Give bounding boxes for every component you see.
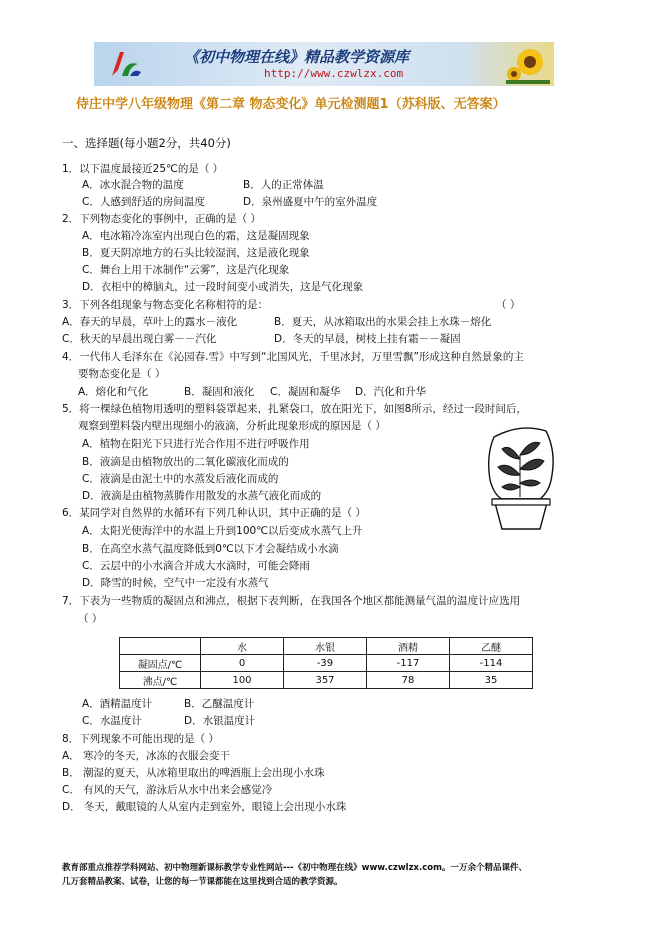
table-cell: -117 xyxy=(367,655,450,672)
table-header-cell: 水银 xyxy=(284,638,367,655)
question-7-option-d: D．水银温度计 xyxy=(184,715,256,727)
question-3-option-a: A．春天的早晨，草叶上的露水－液化 xyxy=(62,316,238,328)
question-7-option-a: A．酒精温度计 xyxy=(82,698,153,710)
table-header-cell xyxy=(120,638,201,655)
question-1-stem: 1．以下温度最接近25℃的是（ ） xyxy=(62,163,224,175)
banner-title: 《初中物理在线》精品教学资源库 xyxy=(184,48,410,66)
question-1-option-b: B．人的正常体温 xyxy=(243,179,324,191)
page-title: 侍庄中学八年级物理《第二章 物态变化》单元检测题1（苏科版、无答案） xyxy=(76,97,506,112)
question-4-option-d: D．汽化和升华 xyxy=(355,386,427,398)
table-cell: -114 xyxy=(450,655,533,672)
question-5-stem: 5．将一棵绿色植物用透明的塑料袋罩起来，扎紧袋口，放在阳光下，如图8所示，经过一段时间后， xyxy=(62,403,527,415)
question-3-option-b: B．夏天，从冰箱取出的水果会挂上水珠－熔化 xyxy=(274,316,492,328)
question-2-option-b: B．夏天阴凉地方的石头比较湿润，这是液化现象 xyxy=(82,247,310,259)
question-8-stem: 8．下列现象不可能出现的是（ ） xyxy=(62,733,220,745)
question-2-option-c: C．舞台上用干冰制作“云雾”，这是汽化现象 xyxy=(82,264,290,276)
table-row xyxy=(120,672,533,689)
question-4-stem-cont: 要物态变化是（ ） xyxy=(78,368,166,380)
question-4-option-b: B．凝固和液化 xyxy=(184,386,255,398)
table-header-cell: 酒精 xyxy=(367,638,450,655)
sunflower-icon xyxy=(506,44,550,84)
question-5-option-b: B．液滴是由植物放出的二氧化碳液化而成的 xyxy=(82,456,289,468)
question-3-stem: 3．下列各组现象与物态变化名称相符的是： xyxy=(62,299,269,311)
question-5-stem-cont: 观察到塑料袋内壁出现细小的液滴，分析此现象形成的原因是（ ） xyxy=(78,420,386,432)
question-8-option-b: B． 潮湿的夏天，从冰箱里取出的啤酒瓶上会出现小水珠 xyxy=(62,767,325,779)
question-6-option-d: D．降雪的时候，空气中一定没有水蒸气 xyxy=(82,577,269,589)
boiling-freezing-table xyxy=(119,637,533,689)
question-6-stem: 6．某同学对自然界的水循环有下列几种认识，其中正确的是（ ） xyxy=(62,507,367,519)
question-5-option-a: A．植物在阳光下只进行光合作用不进行呼吸作用 xyxy=(82,438,310,450)
question-7-option-c: C．水温度计 xyxy=(82,715,142,727)
question-3-option-c: C．秋天的早晨出现白雾－－汽化 xyxy=(62,333,217,345)
logo-icon xyxy=(108,46,144,82)
question-8-option-c: C． 有风的天气，游泳后从水中出来会感觉冷 xyxy=(62,784,273,796)
plant-in-bag-figure xyxy=(480,425,562,533)
question-7-stem: 7．下表为一些物质的凝固点和沸点，根据下表判断，在我国各个地区都能测量气温的温度计应选用 xyxy=(62,595,521,607)
question-6-option-a: A．太阳光使海洋中的水温上升到100℃以后变成水蒸气上升 xyxy=(82,525,363,537)
question-4-option-c: C．凝固和凝华 xyxy=(270,386,341,398)
table-cell: 沸点/℃ xyxy=(120,672,201,689)
question-8-option-a: A． 寒冷的冬天，冰冻的衣服会变干 xyxy=(62,750,231,762)
table-cell: 35 xyxy=(450,672,533,689)
question-8-option-d: D． 冬天，戴眼镜的人从室内走到室外，眼镜上会出现小水珠 xyxy=(62,801,347,813)
question-2-option-d: D．衣柜中的樟脑丸，过一段时间变小或消失，这是气化现象 xyxy=(82,281,364,293)
question-5-option-d: D．液滴是由植物蒸腾作用散发的水蒸气液化而成的 xyxy=(82,490,322,502)
header-banner xyxy=(94,42,554,86)
question-4-option-a: A．熔化和气化 xyxy=(78,386,149,398)
question-7-option-b: B．乙醚温度计 xyxy=(184,698,255,710)
question-6-option-b: B．在高空水蒸气温度降低到0℃以下才会凝结成小水滴 xyxy=(82,543,339,555)
table-cell: -39 xyxy=(284,655,367,672)
question-3-answer-blank: （ ） xyxy=(496,299,521,311)
question-6-option-c: C．云层中的小水滴合并成大水滴时，可能会降雨 xyxy=(82,560,310,572)
question-1-option-d: D．泉州盛夏中午的室外温度 xyxy=(243,196,378,208)
question-1-option-c: C．人感到舒适的房间温度 xyxy=(82,196,205,208)
table-row xyxy=(120,655,533,672)
question-2-option-a: A．电冰箱冷冻室内出现白色的霜，这是凝固现象 xyxy=(82,230,310,242)
footer-line-1: 教育部重点推荐学科网站、初中物理新课标教学专业性网站---《初中物理在线》www.czwlzx.com。一万余个精品课件、 xyxy=(62,863,527,873)
table-cell: 357 xyxy=(284,672,367,689)
table-cell: 78 xyxy=(367,672,450,689)
banner-url[interactable]: http://www.czwlzx.com xyxy=(264,67,404,80)
question-7-answer-blank: （ ） xyxy=(78,613,103,625)
table-cell: 凝固点/℃ xyxy=(120,655,201,672)
table-header-cell: 水 xyxy=(201,638,284,655)
question-5-option-c: C．液滴是由泥土中的水蒸发后液化而成的 xyxy=(82,473,279,485)
table-header-cell: 乙醚 xyxy=(450,638,533,655)
question-3-option-d: D．冬天的早晨，树枝上挂有霜－－凝固 xyxy=(274,333,461,345)
question-4-stem: 4．一代伟人毛泽东在《沁园春.雪》中写到“北国风光，千里冰封，万里雪飘”形成这种自然景象的主 xyxy=(62,351,524,363)
section-heading: 一、选择题(每小题2分，共40分) xyxy=(62,136,231,150)
table-header-row xyxy=(120,638,533,655)
table-cell: 0 xyxy=(201,655,284,672)
question-2-stem: 2．下列物态变化的事例中，正确的是（ ） xyxy=(62,213,262,225)
question-1-option-a: A．冰水混合物的温度 xyxy=(82,179,184,191)
footer-line-2: 几万套精品教案、试卷，让您的每一节课都能在这里找到合适的教学资源。 xyxy=(62,877,343,887)
table-cell: 100 xyxy=(201,672,284,689)
